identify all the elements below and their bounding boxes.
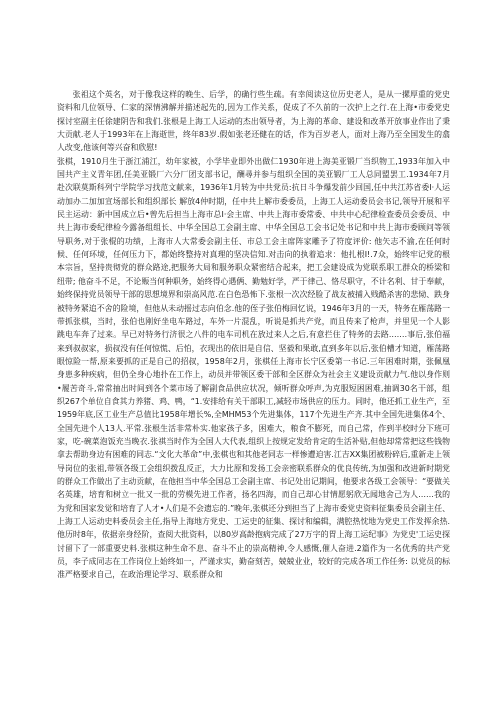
document-body — [57, 88, 450, 582]
paragraph-biography: 张棋，1910月生于浙江浦江，幼年家被，小学毕业即外出做仁1930年进上海美亚锻厂当织物工,1933年加入中国共产主义青年团,任美亚锻厂六分厂团支部书记，酬尋并参与组织全国的美亚锻厂工人总同盟罢工.1934年7月赴次联莫斯科列宁学院学习找范文献来，1936年1月转为中共党员:抗日斗争爆发前少回国,任中共江苏省委I·人运动加办二加加宣场部长和组织部长 解放4仲时期，任中共上解市委委员，上海工人运动委员会书记,领导开展和平民主运动：新中国成立后•曾先后担当上海市总I·会主席、中共上海市委常委、中共中心纪律检查委员会委员、中共上海市委纪律检今露备组组长、中华全国总工会副主席、中华全国总工会书记处书记和中共上海市委顾问等领导职务,对于张棍的功绩，上海市人大常委会副主任、市总工会主席阵家雕予了符度评价: 他矢志不渝,在任何时候、任何环境，任何压力下，都始终整持对真理的坚决信知.对击向的执着追求：他扎根I!.7众，始终牢记党的根本宗旨，坚持贵彻党的群众路途,把服务大局和服务职众紧密结合起来，把工会建设成为党联系职工群众的桥梁和纽带; 他奋斗不足，不论赈当何种职务，始终得心遇俩、勤勉好学，严于律己、恪尽职守，不计名利、甘于奉献，始终保持党员领导干部的思想境界和崇高风范.在白色恐怖下.张根一次次经脸了战友被捕入贱酷杀害的悲恸、跌身被特务紧追不舍的险境，但他从未动摇过志向伯念.他的侄子张伯梅回忆说，1946年3月的一天，特务在雁荡路一带抓张棋，当时，张伯也刚好坐电车路过，车外一片混乱，听说是抓共产党，而且传来了枪声，并里见一个人影跳电车奔了过来。早已对特务行济很之八件的电车司机在放过来人之后,有意拦住了特务的去路.……事后,张伯福来到叔叔家，损叔没有任何惊慌、后怕，衣现出的依旧是自信、坚毅和果敢,直到多年以后,张伯槽才知道，雁荡路眼惊险一帮,原来要抓的正是自己的招叔，1958年2月，张棋任上海市长宁区委第一书记.三年困难时期，张佩凰身患多种疾病，但仍全身心地扑在工作上，动员并带领区委干部和全区群众为社会主义建设贡献力气.他以身作则•履苦奇斗,常常抽出时间到各个菜市场了解副食品供应状况，倾听群众呼声,为克服短困困难,抽调30名干部，组织267个单位自食其力养猪、鸡、鸭，“1.安排给有关干部职工,减轻市场供应的压力。同时，他还抓工业生产，至1959年底,区工业生产总值比1958年增长%,全MHM53个先进集体，117个先进生产齐.其中全国先进集体4个、全国先进个人13人.平常.张根生活非常朴实.他家孩子多，困难大，粮食不膨死，而自己常，作到半校时分下班可家，吃-碗菜泡饭充当晚衣.张祺当时作为全国人大代表,组织上按规定发给肯定的生活补贴,但他却常常把这些钱物拿去帮助身边有困难的同志.“文化大革命”中,张棋也和其他老同志一样惨遭迫害.江吉XX集团被粉碎后,重新走上领导岗位的张祖,带领各级工会组织拨乱反正，大力比原和发扬工会亲密联系群众的优良传统,为加强和改进新时期党的群众工作做出了主动贡献，在他担当中华全国总工会副主席、书记处出记期间，他要求各级工会领导：“要做关名英雄，培育和树立一批又一批的劳模先进工作者，扬名四海，而自己却心甘情愿躬欣无闻地舍己为人……我的为党和国家发觉和培育了人才•人们是不会遗忘的.”晚年,张棋还分到担当了上海市委党史资料征集委员会副主任、上海工人运动史料委员会主任,指导上海地方党史、工运史的征集、探讨和编辑，满腔热忱地为党史工作发挥余热.他历时8年，依据亲身经阶，查阅大批资料，以80岁高龄抱病完成了27万字的胃上海工运纪事》为党史'工运史探讨留下了一部重要史料.张棋这种生命不息、奋斗不止的崇高精神,令人感慨,催人奋进.2篇作为一名优秀的共产党员，李子成同志在工作岗位上始终如一，严谨求实，勤奋刻苦，兢兢业业，较好的完成各项工作任务: 以党员的标准严格要求自己，在政治理论学习、联系群众和 — [57, 156, 450, 580]
paragraph-intro: 张祖这个英名，对于像我这样的晚生、后学，的确行些生疏。有幸阅读这位历史老人，是从一摞厚重的党史资料和几位领导、仁家的深情沸解并描述起先的,因为工作关系，促成了不久前的一次护上之行.在上海•市委党史探讨室副主任徐建阴告和我们.张根是上海工人运动的杰出领导者，为上海的革命、建设和改革开放事业作出了秉大贡献.老人于1993年在上海逝世，终年83岁.假如张老还健在的话，作为百岁老人，面对上海乃至全国发生的翕人改变,他该何等兴奋和欣慰! — [57, 90, 450, 153]
